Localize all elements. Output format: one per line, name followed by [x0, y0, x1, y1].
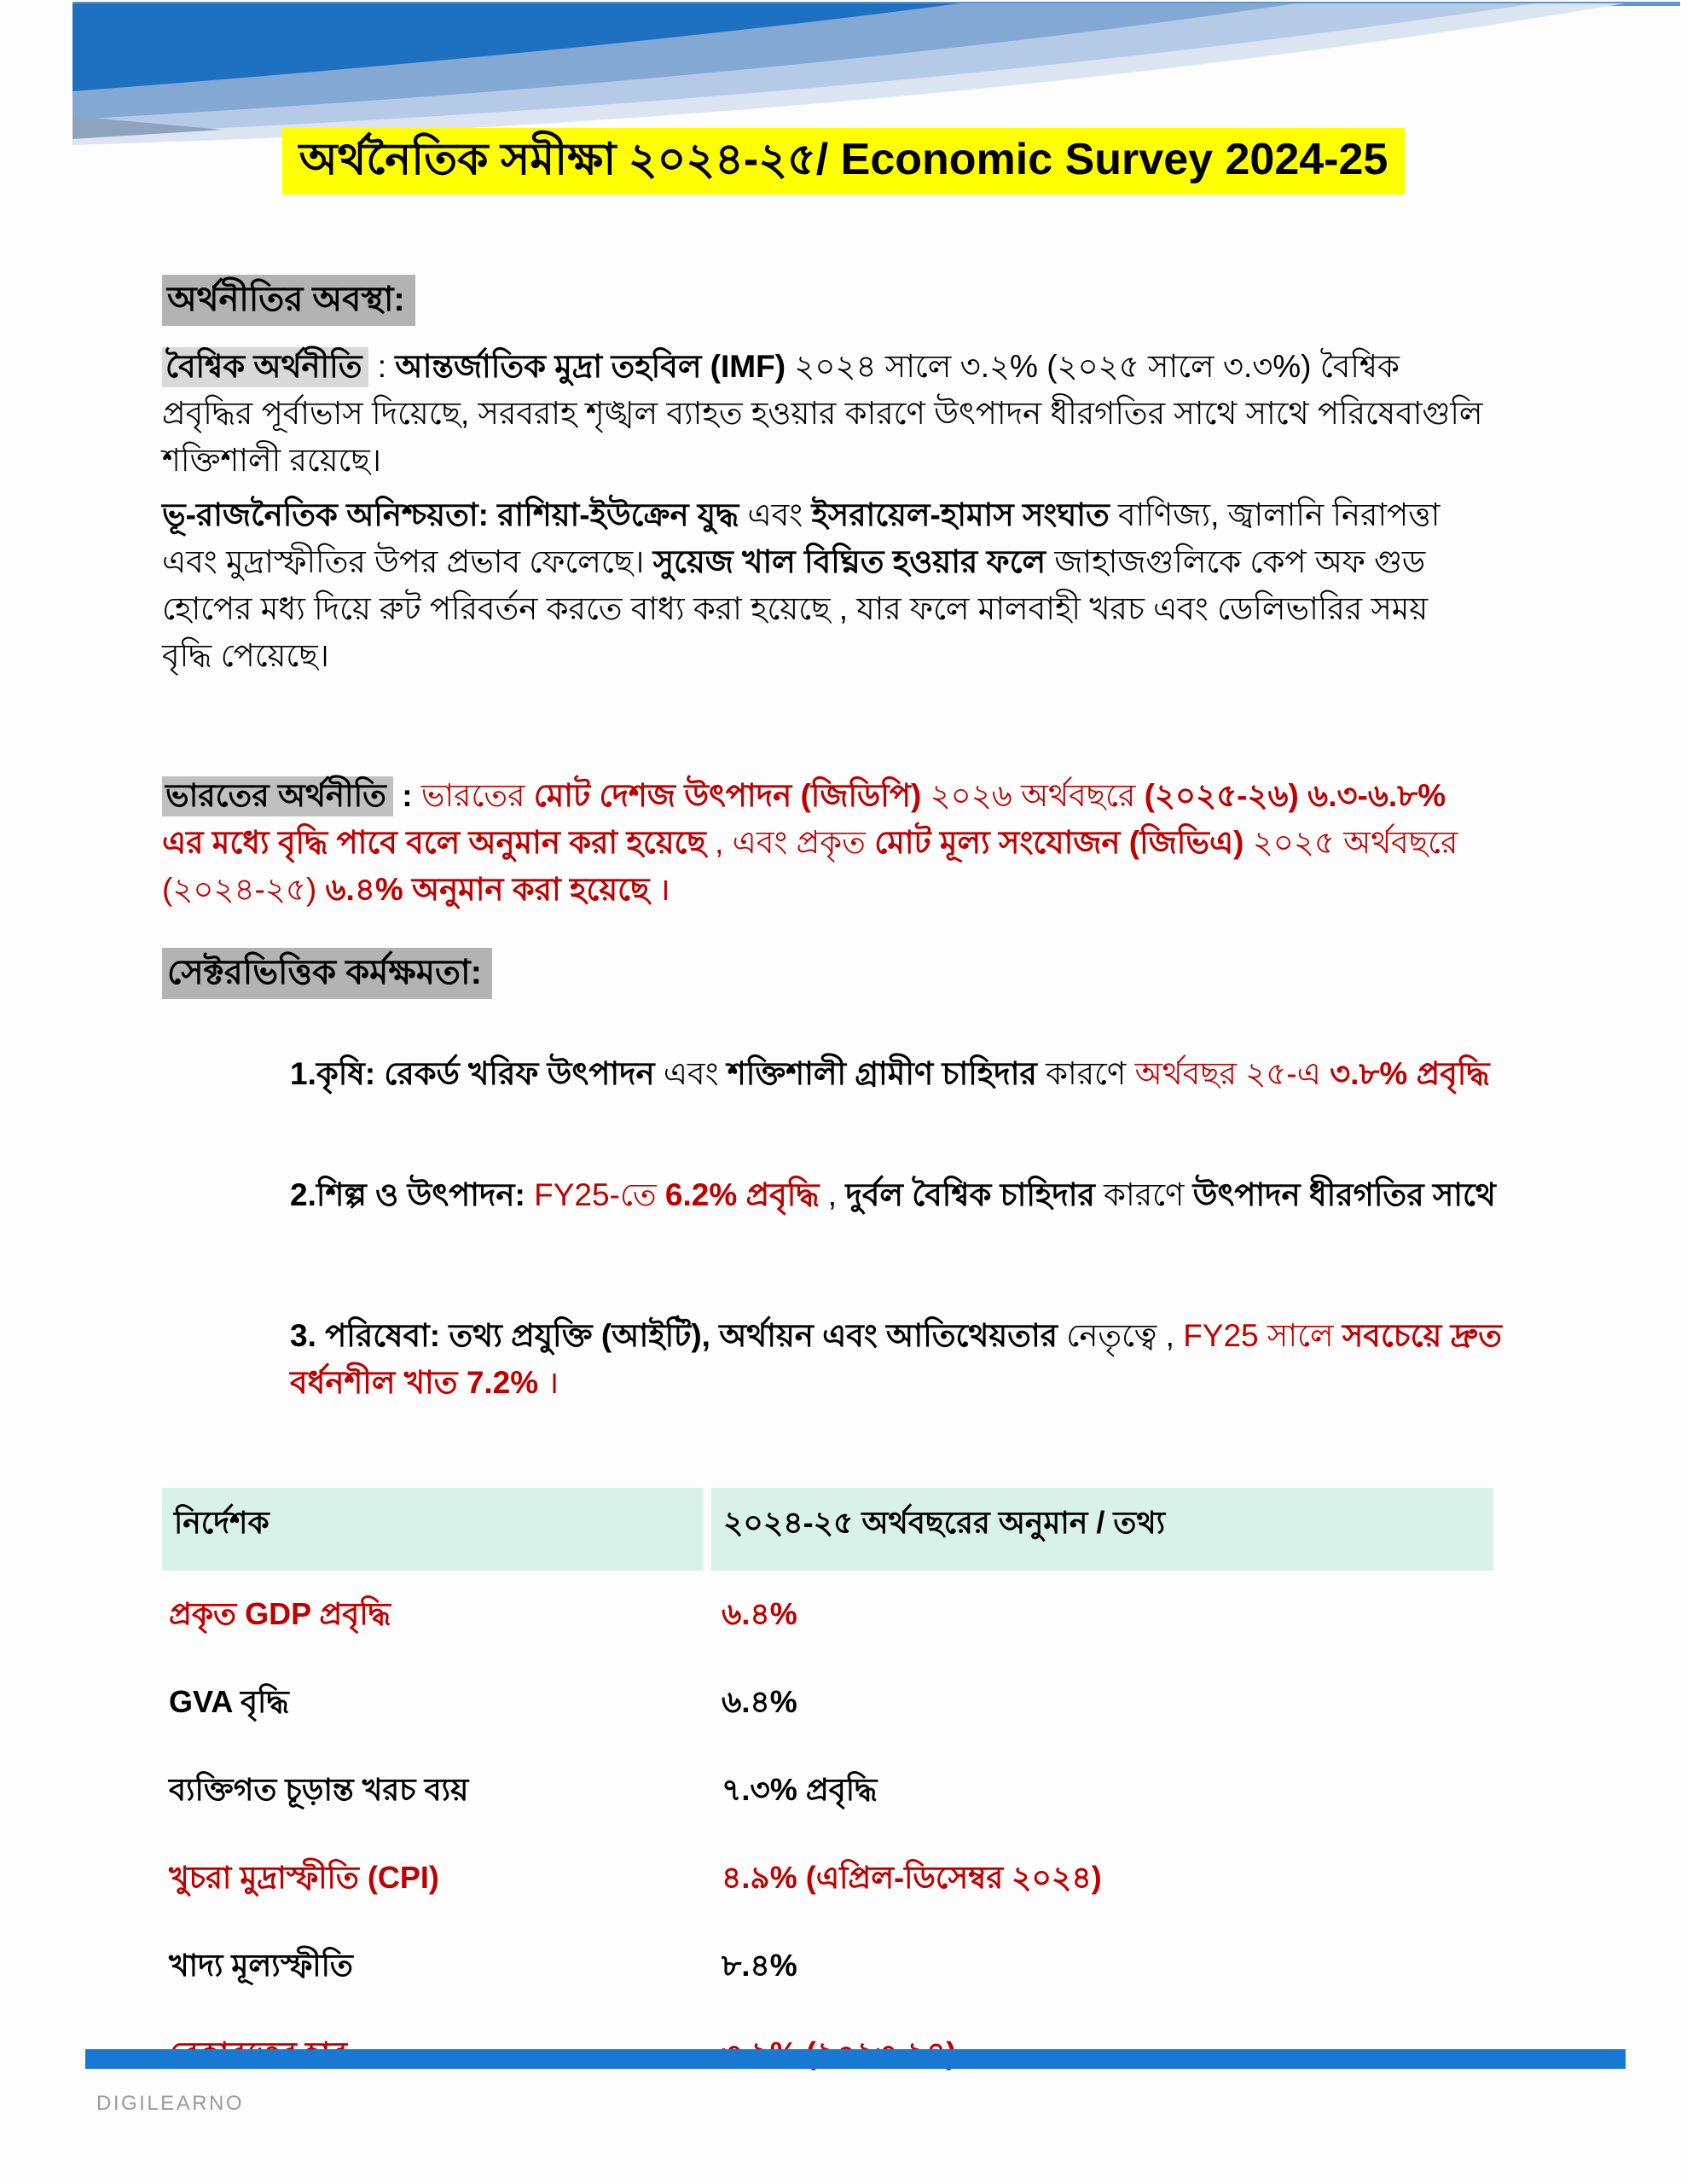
text-segment: ২০২৫ অর্থবছরে (২০২৪-২৫) — [162, 825, 1458, 907]
indicator-table-body — [162, 1593, 1493, 2120]
section-heading-economy-status-row — [162, 275, 1484, 326]
text-segment: মোট দেশজ উৎপাদন (জিডিপি) — [533, 778, 922, 813]
text-segment: ৬.৪% অনুমান করা হয়েছে — [325, 872, 650, 907]
text-segment: ২০২৪ সালে ৩.২% (২০২৫ সালে ৩.৩%) বৈশ্বিক প্রবৃদ্ধির পূর্বাভাস দিয়েছে, সরবরাহ শৃঙ্খল ব্যাহত হওয়ার কারণে উৎপাদন ধীরগতির সাথে সাথে পরিষেবাগুলি শক্তিশালী রয়েছে। — [162, 349, 1483, 478]
header-swoosh-graphic — [0, 0, 1687, 149]
paragraph-geopolitical-uncertainty — [162, 491, 1484, 679]
table-header-indicator: নির্দেশক — [162, 1488, 703, 1571]
text-segment: ভারতের — [420, 778, 534, 813]
text-segment: উৎপাদন ধীরগতির সাথে — [1192, 1177, 1496, 1212]
indicators-table-header — [162, 1488, 1493, 1571]
sector-item-services — [290, 1312, 1510, 1406]
footer-divider-bar — [85, 2049, 1626, 2069]
section-heading-economy-status: অর্থনীতির অবস্থা: — [162, 275, 415, 326]
text-segment: এবং — [654, 1056, 728, 1091]
table-cell-label: ব্যক্তিগত চূড়ান্ত খরচ ব্যয় — [169, 1772, 469, 1807]
table-cell-label: GVA বৃদ্ধি — [169, 1684, 289, 1719]
table-row — [162, 1681, 1493, 1769]
text-segment: এবং — [739, 497, 812, 532]
text-segment: ভূ-রাজনৈতিক অনিশ্চয়তা: রাশিয়া-ইউক্রেন যুদ্ধ — [162, 497, 739, 532]
table-cell-value: ৮.৪% — [722, 1948, 797, 1983]
table-row — [162, 1593, 1493, 1681]
text-segment: বাণিজ্য, জ্বালানি নিরাপত্তা এবং মুদ্রাস্ফীতির উপর প্রভাব ফেলেছে। — [162, 497, 1441, 579]
text-segment: প্রবৃদ্ধি — [745, 1177, 820, 1212]
text-segment: শক্তিশালী গ্রামীণ চাহিদার — [727, 1056, 1037, 1091]
text-segment: আন্তর্জাতিক মুদ্রা তহবিল (IMF) — [395, 349, 786, 384]
text-segment: সুয়েজ খাল বিঘ্নিত হওয়ার ফলে — [652, 544, 1046, 579]
paragraph-india-economy — [162, 772, 1484, 913]
document-body — [162, 275, 1502, 2120]
text-segment: ভারতের অর্থনীতি — [162, 776, 393, 816]
table-row — [162, 1856, 1493, 1944]
text-segment: , — [819, 1177, 846, 1212]
text-segment: 6.2% — [664, 1177, 746, 1212]
text-segment: 7.2% — [466, 1365, 539, 1400]
table-cell-value: ৬.৪% — [722, 1684, 797, 1719]
table-cell-label: খুচরা মুদ্রাস্ফীতি (CPI) — [169, 1860, 439, 1895]
table-row — [162, 2032, 1493, 2120]
text-segment: বৈশ্বিক অর্থনীতি — [162, 347, 368, 387]
text-segment: , এবং প্রকৃত — [705, 825, 875, 860]
text-segment: ইসরায়েল-হামাস সংঘাত — [811, 497, 1110, 532]
text-segment: জাহাজগুলিকে কেপ অফ গুড হোপের মধ্য দিয়ে রুট পরিবর্তন করতে বাধ্য করা হয়েছে , যার ফলে মালবাহী খরচ এবং ডেলিভারির সময় বৃদ্ধি পেয়েছে। — [162, 544, 1429, 673]
text-segment: । — [538, 1365, 559, 1400]
text-segment: মোট মূল্য সংযোজন (জিভিএ) — [874, 825, 1244, 860]
text-segment: (২০২৫-২৬) ৬.৩-৬.৮% এর মধ্যে বৃদ্ধি পাবে বলে অনুমান করা হয়েছে — [162, 778, 1446, 860]
text-segment: সবচেয়ে দ্রুত বর্ধনশীল খাত — [290, 1318, 1502, 1400]
table-row — [162, 1944, 1493, 2032]
table-cell-label: প্রকৃত GDP প্রবৃদ্ধি — [169, 1596, 391, 1631]
table-cell-value: ৬.৪% — [722, 1596, 797, 1631]
sector-item-agriculture — [290, 1050, 1510, 1097]
text-segment: অর্থবছর ২৫-এ — [1134, 1056, 1330, 1091]
section-heading-sector-performance-row — [162, 948, 1484, 999]
text-segment: । — [649, 872, 670, 907]
table-row — [162, 1769, 1493, 1856]
text-segment: FY25-তে — [534, 1177, 665, 1212]
text-segment: কারণে — [1094, 1177, 1193, 1212]
page-title: অর্থনৈতিক সমীক্ষা ২০২৪-২৫/ Economic Survey 2024-25 — [282, 128, 1406, 195]
text-segment: 2.শিল্প ও উৎপাদন: — [290, 1177, 535, 1212]
text-segment: 3. পরিষেবা: তথ্য প্রযুক্তি (আইটি), অর্থায়ন এবং আতিথেয়তার — [290, 1318, 1058, 1353]
text-segment: 1.কৃষি: রেকর্ড খরিফ উৎপাদন — [290, 1056, 655, 1091]
text-segment: দুর্বল বৈশ্বিক চাহিদার — [845, 1177, 1095, 1212]
table-cell-label: খাদ্য মূল্যস্ফীতি — [169, 1948, 353, 1983]
paragraph-global-economy — [162, 343, 1484, 484]
section-heading-sector-performance: সেক্টরভিত্তিক কর্মক্ষমতা: — [162, 948, 492, 999]
sector-item-industry — [290, 1171, 1510, 1218]
indicators-table — [162, 1488, 1493, 2120]
brand-watermark: DIGILEARNO — [96, 2092, 245, 2115]
text-segment: : — [392, 778, 421, 813]
text-segment: নেতৃত্বে , — [1058, 1318, 1184, 1353]
table-header-estimate: ২০২৪-২৫ অর্থবছরের অনুমান / তথ্য — [711, 1488, 1493, 1571]
text-segment: : — [368, 349, 396, 384]
table-cell-value: ৪.৯% (এপ্রিল-ডিসেম্বর ২০২৪) — [722, 1860, 1102, 1895]
text-segment: ২০২৬ অর্থবছরে — [921, 778, 1145, 813]
title-row — [0, 128, 1687, 195]
text-segment: ৩.৮% প্রবৃদ্ধি — [1330, 1056, 1490, 1091]
table-cell-value: ৭.৩% প্রবৃদ্ধি — [722, 1772, 878, 1807]
text-segment: FY25 সালে — [1183, 1318, 1342, 1353]
text-segment: কারণে — [1036, 1056, 1135, 1091]
